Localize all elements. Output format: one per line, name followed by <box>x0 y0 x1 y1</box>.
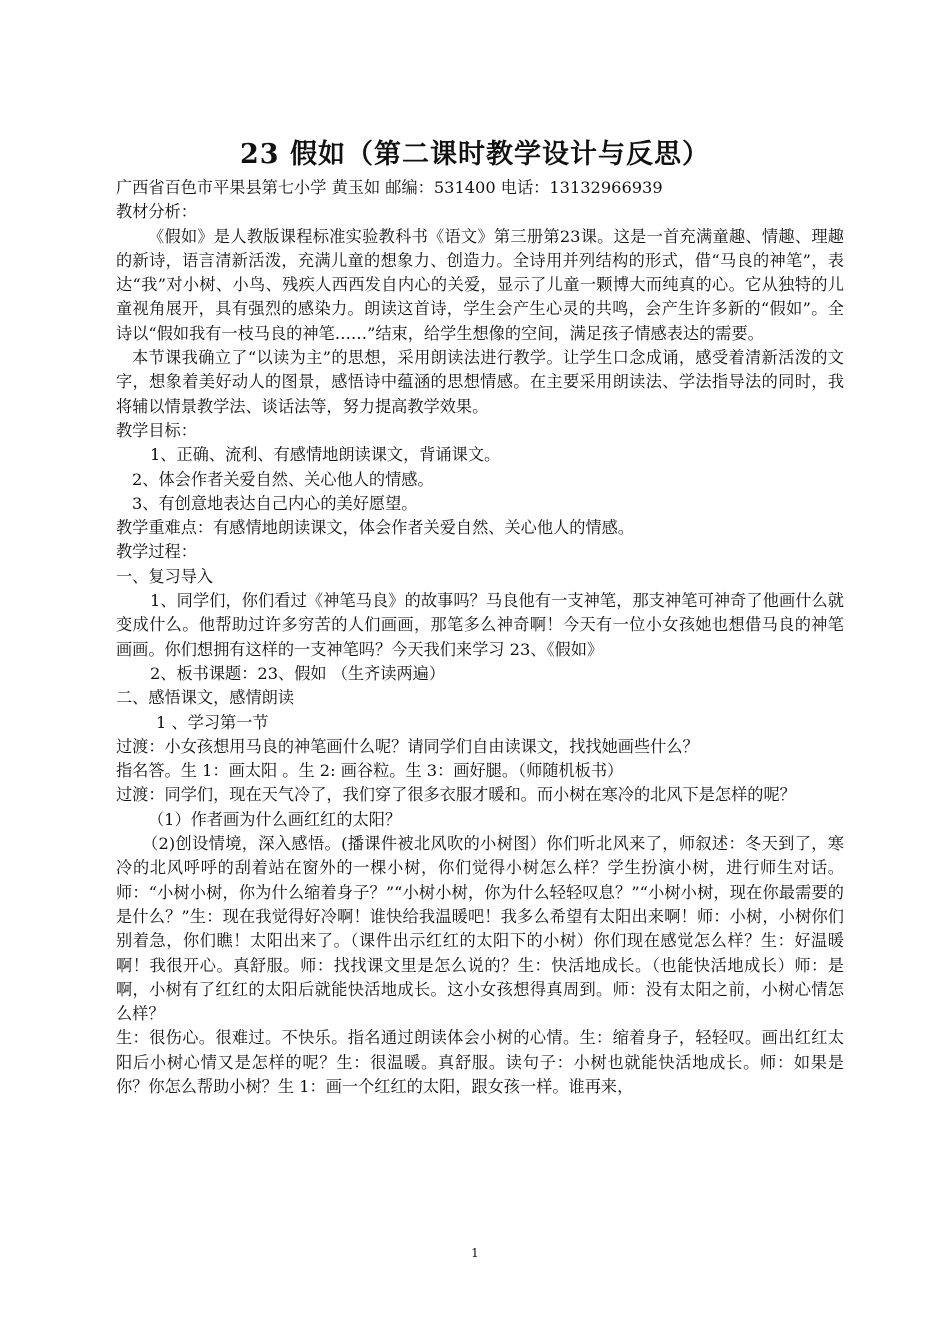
paragraph: 1 、学习第一节 <box>156 712 269 732</box>
document-body <box>116 176 844 1099</box>
document-title: 23 假如（第二课时教学设计与反思） <box>240 139 710 170</box>
paragraph: 2、板书课题：23、假如 （生齐读两遍） <box>150 663 446 683</box>
paragraph: 1、正确、流利、有感情地朗读课文，背诵课文。 <box>150 445 501 465</box>
paragraph: 指名答。生 1：画太阳 。生 2: 画谷粒。生 3：画好腿。（师随机板书） <box>116 761 624 781</box>
paragraph: 《假如》是人教版课程标准实验教科书《语文》第三册第23课。这是一首充满童趣、情趣、理趣的新诗，语言清新活泼，充满儿童的想象力、创造力。全诗用并列结构的形式，借“马良的神笔”，表达“我”对小树、小鸟、残疾人西西发自内心的关爱，显示了儿童一颗博大而纯真的心。它从独特的儿童视角展开，具有强烈的感染力。朗读这首诗，学生会产生心灵的共鸣，会产生许多新的“假如”。全诗以“假如我有一枝马良的神笔……”结束，给学生想像的空间，满足孩子情感表达的需要。 <box>116 226 844 343</box>
paragraph: 教学过程： <box>116 542 197 562</box>
paragraph: 1、同学们，你们看过《神笔马良》的故事吗？马良他有一支神笔，那支神笔可神奇了他画什么就变成什么。他帮助过许多穷苦的人们画画，那笔多么神奇啊！今天有一位小女孩她也想借马良的神笔画画。你们想拥有这样的一支神笔吗？今天我们来学习 23、《假如》 <box>116 591 844 659</box>
paragraph: 过渡：同学们，现在天气冷了，我们穿了很多衣服才暖和。而小树在寒冷的北风下是怎样的呢？ <box>116 785 796 805</box>
page-number: 1 <box>471 1246 479 1260</box>
paragraph: 生：很伤心。很难过。不快乐。指名通过朗读体会小树的心情。生：缩着身子，轻轻叹。画出红红太阳后小树心情又是怎样的呢？生：很温暖。真舒服。读句子：小树也就能快活地成长。师：如果是你？你怎么帮助小树？生 1：画一个红红的太阳，跟女孩一样。谁再来， <box>116 1028 844 1096</box>
paragraph: （2)创设情境，深入感悟。(播课件被北风吹的小树图）你们听北风来了，师叙述：冬天到了，寒冷的北风呼呼的刮着站在窗外的一棵小树，你们觉得小树怎么样？学生扮演小树，进行师生对话。师：“小树小树，你为什么缩着身子？”“小树小树，你为什么轻轻叹息？”“小树小树，现在你最需要的是什么？”生：现在我觉得好冷啊！谁快给我温暖吧！我多么希望有太阳出来啊！师：小树，小树你们别着急，你们瞧！太阳出来了。（课件出示红红的太阳下的小树）你们现在感觉怎么样？生：好温暖啊！我很开心。真舒服。师：找找课文里是怎么说的？生：快活地成长。（也能快活地成长）师：是啊，小树有了红红的太阳后就能快活地成长。这小女孩想得真周到。师：没有太阳之前，小树心情怎么样？ <box>116 834 844 1024</box>
paragraph: 教材分析： <box>116 202 197 222</box>
paragraph: 3、有创意地表达自己内心的美好愿望。 <box>132 493 418 513</box>
paragraph: 二、感悟课文，感情朗读 <box>116 688 295 708</box>
paragraph: 教学目标： <box>116 420 197 440</box>
paragraph: 一、复习导入 <box>116 566 214 586</box>
paragraph: 教学重难点：有感情地朗读课文，体会作者关爱自然、关心他人的情感。 <box>116 518 634 538</box>
paragraph: 2、体会作者关爱自然、关心他人的情感。 <box>132 469 434 489</box>
paragraph: 广西省百色市平果县第七小学 黄玉如 邮编：531400 电话：13132966939 <box>116 178 663 197</box>
paragraph: 过渡：小女孩想用马良的神笔画什么呢？请同学们自由读课文，找找她画些什么？ <box>116 736 699 756</box>
paragraph: 本节课我确立了“以读为主”的思想，采用朗读法进行教学。让学生口念成诵，感受着清新活泼的文字，想象着美好动人的图景，感悟诗中蕴涵的思想情感。在主要采用朗读法、学法指导法的同时，我将辅以情景教学法、谈话法等，努力提高教学效果。 <box>116 348 844 416</box>
paragraph: （1）作者画为什么画红红的太阳？ <box>148 809 402 829</box>
